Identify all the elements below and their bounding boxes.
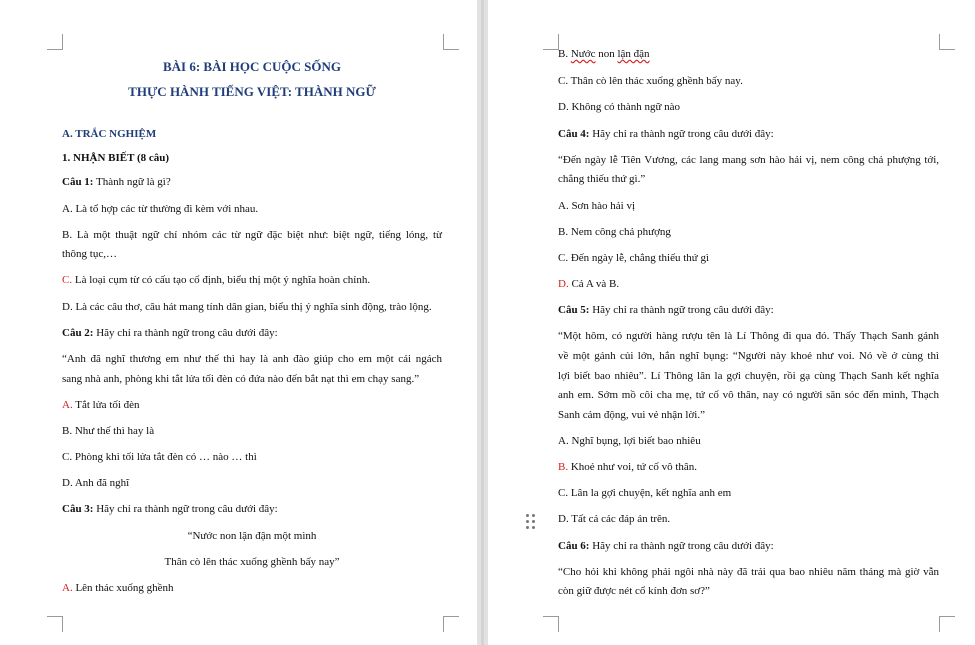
q2-quote-line2: sang nhà anh, phòng khi tắt lửa tối đèn có đứa nào đến bắt nạt thì em chạy sang.” <box>62 373 420 385</box>
question-label: Câu 5: <box>558 304 590 316</box>
question-text: Hãy chỉ ra thành ngữ trong câu dưới đây: <box>589 540 774 552</box>
q3-option-a: A. Lên thác xuống ghềnh <box>62 582 174 594</box>
q1-option-b-line2: thông tục,… <box>62 248 117 260</box>
question-text: Thành ngữ là gì? <box>93 176 171 188</box>
q6-quote-line2: còn giữ được nét cổ kính đơn sơ?” <box>558 585 710 597</box>
q5-quote-line2: về một gánh củi lớn, hắn nghĩ bụng: “Người này khoẻ như voi. Nó về ở cùng thì <box>558 350 939 362</box>
spellcheck-word[interactable]: Nước <box>570 48 596 60</box>
question-text: Hãy chỉ ra thành ngữ trong câu dưới đây: <box>589 128 774 140</box>
answer-letter: D. <box>558 278 569 290</box>
margin-corner-top-left <box>47 34 63 50</box>
question-1 <box>62 176 171 189</box>
question-label: Câu 4: <box>558 128 590 140</box>
q4-option-c: C. Đến ngày lễ, chẳng thiếu thứ gì <box>558 252 710 264</box>
q4-option-a: A. Sơn hào hải vị <box>558 200 636 212</box>
q5-option-a: A. Nghĩ bụng, lợi biết bao nhiêu <box>558 435 701 447</box>
margin-corner-top-left <box>543 34 559 50</box>
answer-letter: A. <box>62 582 73 594</box>
q1-option-d: D. Là các câu thơ, câu hát mang tính dân gian, biểu thị ý nghĩa sinh động, trào lộng. <box>62 301 432 313</box>
question-2 <box>62 327 278 340</box>
q2-option-b: B. Như thế thì hay là <box>62 425 155 437</box>
question-text: Hãy chỉ ra thành ngữ trong câu dưới đây: <box>93 503 278 515</box>
lesson-title: BÀI 6: BÀI HỌC CUỘC SỐNG <box>162 59 342 74</box>
lesson-subtitle: THỰC HÀNH TIẾNG VIỆT: THÀNH NGỮ <box>128 84 376 99</box>
answer-letter: A. <box>62 399 73 411</box>
q2-option-a: A. Tắt lửa tối đèn <box>62 399 140 411</box>
q5-option-c: C. Lân la gợi chuyện, kết nghĩa anh em <box>558 487 732 499</box>
section-heading-1: 1. NHẬN BIẾT (8 câu) <box>62 152 170 164</box>
q3-option-b: B. Nước non lận đận <box>558 48 650 60</box>
q3-option-d: D. Không có thành ngữ nào <box>558 101 681 113</box>
margin-corner-bottom-right <box>443 616 459 632</box>
margin-corner-bottom-left <box>543 616 559 632</box>
paragraph-drag-handle-icon[interactable] <box>526 514 536 530</box>
q2-option-c: C. Phòng khi tối lửa tắt đèn có … nào … thì <box>62 451 257 463</box>
q5-quote-line5: Sanh cảm động, vui vẻ nhận lời.” <box>558 409 705 421</box>
question-label: Câu 2: <box>62 327 94 339</box>
question-text: Hãy chỉ ra thành ngữ trong câu dưới đây: <box>589 304 774 316</box>
q1-option-b-line1: B. Là một thuật ngữ chỉ nhóm các từ ngữ đặc biệt như: biệt ngữ, tiếng lóng, từ <box>62 229 442 241</box>
q3-verse-line2: Thân cò lên thác xuống ghềnh bấy nay” <box>164 556 340 568</box>
question-text: Hãy chỉ ra thành ngữ trong câu dưới đây: <box>93 327 278 339</box>
q4-quote-line2: chẳng thiếu thứ gì.” <box>558 173 646 185</box>
q2-option-d: D. Anh đã nghĩ <box>62 477 130 489</box>
spellcheck-word[interactable]: lận đận <box>617 48 650 60</box>
q5-option-d: D. Tất cả các đáp án trên. <box>558 513 671 525</box>
q5-option-b: B. Khoẻ như voi, tứ cố vô thân. <box>558 461 698 473</box>
q1-option-a: A. Là tổ hợp các từ thường đi kèm với nhau. <box>62 203 259 215</box>
q6-quote-line1: “Cho hỏi khi không phải ngôi nhà này đã trải qua bao nhiêu năm tháng mà giờ vẫn <box>558 566 939 578</box>
q4-option-b: B. Nem công chả phượng <box>558 226 671 238</box>
question-5 <box>558 304 774 317</box>
margin-corner-top-right <box>443 34 459 50</box>
question-label: Câu 1: <box>62 176 94 188</box>
question-label: Câu 3: <box>62 503 94 515</box>
q2-quote-line1: “Anh đã nghĩ thương em như thế thì hay là anh đào giúp cho em một cái ngách <box>62 353 442 365</box>
answer-letter: C. <box>62 274 73 286</box>
q5-quote-line1: “Một hôm, có người hàng rượu tên là Lí Thông đi qua đó. Thấy Thạch Sanh gánh <box>558 330 939 342</box>
q1-option-c: C. Là loại cụm từ có cấu tạo cố định, biểu thị một ý nghĩa hoàn chỉnh. <box>62 274 371 286</box>
margin-corner-top-right <box>939 34 955 50</box>
margin-corner-bottom-right <box>939 616 955 632</box>
q3-verse-line1: “Nước non lận đận một mình <box>187 530 317 542</box>
q4-quote-line1: “Đến ngày lễ Tiên Vương, các lang mang sơn hào hải vị, nem công chả phượng tới, <box>558 154 939 166</box>
q5-quote-line3: lợi biết bao nhiêu”. Lí Thông lân la gợi chuyện, rồi gạ cùng Thạch Sanh kết nghĩa <box>558 370 939 382</box>
page-gap-shadow <box>481 0 484 645</box>
document-page-left <box>0 0 477 645</box>
question-6 <box>558 540 774 553</box>
question-4 <box>558 128 774 141</box>
margin-corner-bottom-left <box>47 616 63 632</box>
question-3 <box>62 503 278 516</box>
q5-quote-line4: anh em. Sớm mồ côi cha mẹ, tứ cố vô thân, nay có người săn sóc đến mình, Thạch <box>558 389 939 401</box>
section-heading-a: A. TRẮC NGHIỆM <box>62 128 157 140</box>
answer-letter: B. <box>558 461 569 473</box>
q3-option-c: C. Thân cò lên thác xuống ghềnh bấy nay. <box>558 75 743 87</box>
question-label: Câu 6: <box>558 540 590 552</box>
q4-option-d: D. Cả A và B. <box>558 278 620 290</box>
